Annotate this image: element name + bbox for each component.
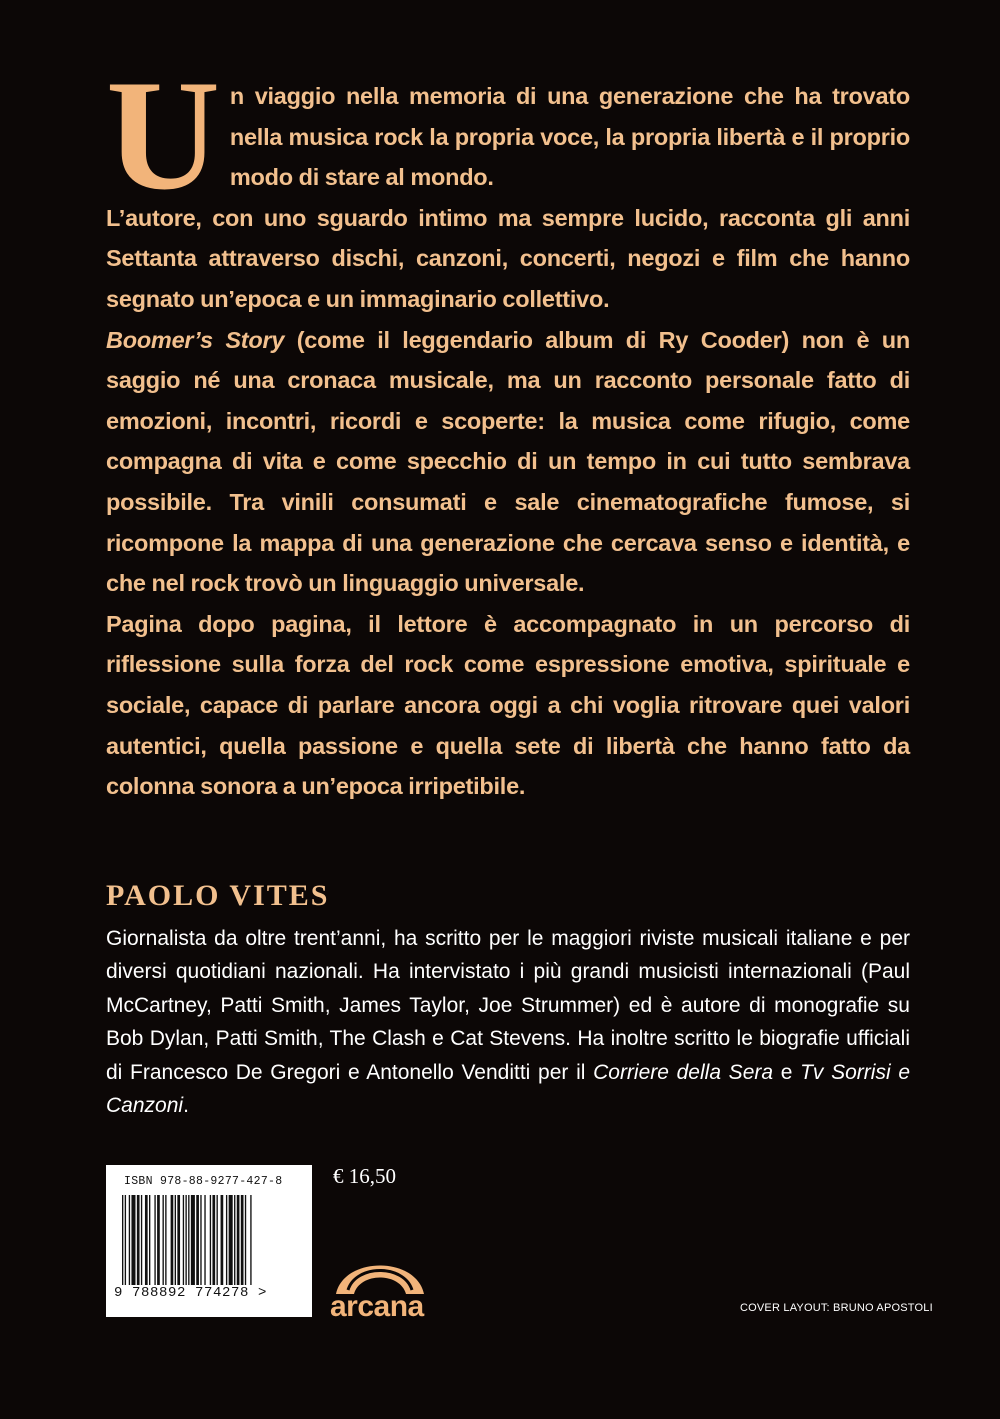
- publication-name: Tv Sorrisi e Canzoni: [106, 1060, 910, 1118]
- barcode-bar: [200, 1195, 201, 1285]
- barcode-bar: [245, 1195, 246, 1285]
- barcode-bar: [154, 1195, 155, 1285]
- barcode-bar: [171, 1195, 174, 1285]
- barcode-bar: [237, 1195, 240, 1285]
- barcode-bar: [191, 1195, 195, 1285]
- barcode-bar: [129, 1195, 130, 1285]
- price: € 16,50: [333, 1164, 396, 1188]
- publisher-logo-text: arcana: [330, 1290, 424, 1323]
- barcode-bar: [131, 1195, 135, 1285]
- blurb-paragraph-1-text: n viaggio nella memoria di una generazione che ha trovato nella musica rock la propria voce, la propria libertà e il proprio modo di stare al mondo.: [229, 83, 910, 191]
- barcode-bar: [145, 1195, 148, 1285]
- author-bio-end: .: [183, 1094, 189, 1118]
- blurb-paragraph-3-text: (come il leggendario album di Ry Cooder) non è un saggio né una cronaca musicale, ma un racconto personale fatto di emozioni, incontri, ricordi e scoperte: la musica come rifugio, come compagna di vita e come specchio di un tempo in cui tutto sembrava possibile. Tra vinili consumati e sale cinematografiche fumose, si ricompone la mappa di una generazione che cercava senso e identità, e che nel rock trovò un linguaggio universale.: [106, 326, 910, 597]
- book-title: Boomer’s Story: [106, 326, 285, 353]
- cover-layout-credit: COVER LAYOUT: BRUNO APOSTOLI: [740, 1302, 933, 1314]
- author-bio-conjunction: e: [773, 1060, 801, 1084]
- drop-cap: U: [106, 48, 220, 223]
- barcode-bar: [141, 1195, 142, 1285]
- barcode-bar: [188, 1195, 189, 1285]
- author-name: PAOLO VITES: [106, 879, 330, 912]
- barcode-bar: [185, 1195, 186, 1285]
- barcode-bar: [183, 1195, 184, 1285]
- barcode-bar: [210, 1195, 211, 1285]
- barcode-bar: [250, 1195, 251, 1285]
- barcode-bar: [212, 1195, 215, 1285]
- author-bio-text: Giornalista da oltre trent’anni, ha scritto per le maggiori riviste musicali italiane e per diversi quotidiani nazionali. Ha intervistato i più grandi musicisti internazionali (Paul McCartney, Patti Smith, James Taylor, Joe Strummer) ed è autore di monografie su Bob Dylan, Patti Smith, The Clash e Cat Stevens. Ha inoltre scritto le biografie ufficiali di Francesco De Gregori e Antonello Venditti per il: [106, 927, 910, 1084]
- barcode-bar: [241, 1195, 244, 1285]
- barcode-bar: [177, 1195, 180, 1285]
- barcode-bar: [234, 1195, 235, 1285]
- barcode-bar: [122, 1195, 123, 1285]
- barcode-bar: [196, 1195, 199, 1285]
- barcode-bar: [221, 1195, 224, 1285]
- blurb-paragraph-1: [106, 48, 910, 223]
- isbn-barcode: [106, 1165, 312, 1317]
- barcode-bar: [226, 1195, 227, 1285]
- barcode-bar: [125, 1195, 126, 1285]
- barcode-bar: [137, 1195, 140, 1285]
- author-bio: [106, 922, 910, 1122]
- barcode-bars: [122, 1195, 298, 1287]
- barcode-bar: [157, 1195, 160, 1285]
- barcode-bar: [175, 1195, 176, 1285]
- publication-name: Corriere della Sera: [593, 1060, 774, 1084]
- barcode-digits: 9 788892 774278 >: [114, 1285, 268, 1301]
- blurb-paragraph-2: L’autore, con uno sguardo intimo ma sempre lucido, racconta gli anni Settanta attraverso dischi, canzoni, concerti, negozi e film che hanno segnato un’epoca e un immaginario collettivo.: [106, 204, 910, 312]
- barcode-bar: [163, 1195, 164, 1285]
- barcode-bar: [229, 1195, 233, 1285]
- barcode-bar: [217, 1195, 218, 1285]
- barcode-bar: [149, 1195, 150, 1285]
- barcode-bar: [204, 1195, 205, 1285]
- barcode-bar: [165, 1195, 166, 1285]
- blurb-paragraph-3: [106, 320, 910, 604]
- isbn-label: ISBN 978-88-9277-427-8: [124, 1175, 283, 1188]
- blurb-paragraph-4: Pagina dopo pagina, il lettore è accompagnato in un percorso di riflessione sulla forza del rock come espressione emotiva, spirituale e sociale, capace di parlare ancora oggi a chi voglia ritrovare quei valori autentici, quella passione e quella sete di libertà che hanno fatto da colonna sonora a un’epoca irripetibile.: [106, 610, 910, 800]
- back-cover-blurb: [106, 48, 910, 807]
